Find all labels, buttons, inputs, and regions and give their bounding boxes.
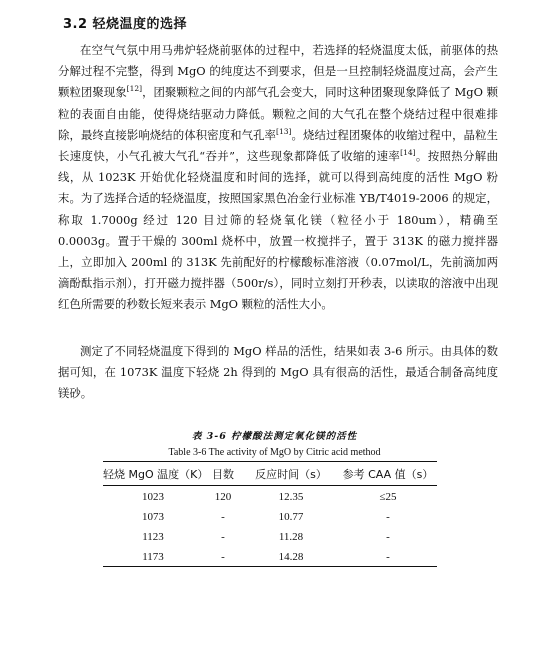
header-reaction-time: 反应时间（s） — [255, 468, 327, 481]
paragraph1-segment-3: 。烧结过程团聚体的收缩过程中，晶粒生长速度快，小气孔被大气孔“吞并”，这些现象都降低了收缩的速率 — [58, 127, 498, 164]
paragraph-activity-results: 测定了不同轻烧温度下得到的 MgO 样品的活性，结果如表 3-6 所示。由具体的数据可知，在 1073K 温度下轻烧 2h 得到的 MgO 具有很高的活性，最适合制备高纯度镁砂。 — [58, 344, 498, 401]
paragraph-light-burning-process — [58, 40, 498, 316]
citation-14: [14] — [400, 148, 416, 158]
table-row — [103, 507, 437, 527]
cell-reference-caa: - — [386, 511, 390, 523]
cell-reaction-time: 14.28 — [278, 551, 304, 563]
cell-mesh: - — [221, 531, 225, 543]
paragraph1-segment-1: 在空气气氛中用马弗炉轻烧前驱体的过程中，若选择的轻烧温度太低，前驱体的热分解过程不完整，得到 MgO 的纯度达不到要求，但是一旦控制轻烧温度过高，会产生颗粒团聚现象 — [58, 43, 498, 100]
cell-mesh: - — [221, 511, 225, 523]
activity-table — [103, 464, 437, 567]
table-header-row — [103, 464, 437, 484]
cell-temperature: 1173 — [142, 551, 164, 563]
citation-13: [13] — [276, 127, 292, 137]
paragraph1-segment-4: 。按照热分解曲线，从 1023K 开始优化轻烧温度和时间的选择，就可以得到高纯度的活性 MgO 粉末。为了选择合适的轻烧温度，按照国家黑色冶金行业标准 YB/T4019-2006 的规定，称取 1.7000g 经过 120 目过筛的轻烧氧化镁（粒径小于 180um），精确至 0.0003g。置于干燥的 300ml 烧杯中，放置一枚搅拌子，置于 313K 的磁力搅拌器上，立即加入 200ml 的 313K 先前配好的柠檬酸标准溶液（0.07mol/L，先前滴加两滴酚酞指示剂），打开磁力搅拌器（500r/s），同时立刻打开秒表，以读取的溶液中出现红色所需要的秒数长短来表示 MgO 颗粒的活性大小。 — [58, 149, 498, 312]
header-mesh: 目数 — [212, 468, 234, 481]
table-row — [103, 527, 437, 547]
cell-temperature: 1123 — [142, 531, 164, 543]
cell-reference-caa: - — [386, 531, 390, 543]
cell-temperature: 1023 — [142, 491, 164, 503]
paragraph1-segment-2: ，团聚颗粒之间的内部气孔会变大，同时这种团聚现象降低了 MgO 颗粒的表面自由能，使得烧结驱动力降低。颗粒之间的大气孔在整个烧结过程中很难排除，最终直接影响烧结的体积密度和气孔率 — [58, 85, 498, 142]
cell-reference-caa: ≤25 — [379, 491, 397, 503]
table-row — [103, 484, 437, 507]
cell-reaction-time: 11.28 — [278, 531, 304, 543]
citation-12: [12] — [126, 84, 143, 94]
header-temperature: 轻烧 MgO 温度（K） — [103, 468, 209, 481]
cell-reaction-time: 12.35 — [278, 491, 304, 503]
cell-mesh: - — [221, 551, 225, 563]
cell-mesh: 120 — [214, 491, 232, 503]
table-caption-english: Table 3-6 The activity of MgO by Citric acid method — [168, 447, 381, 458]
table-row — [103, 547, 437, 567]
cell-temperature: 1073 — [142, 511, 164, 523]
cell-reaction-time: 10.77 — [278, 511, 304, 523]
header-reference-caa: 参考 CAA 值（s） — [342, 468, 434, 481]
cell-reference-caa: - — [386, 551, 390, 563]
table-top-rule — [103, 461, 437, 462]
table-caption-chinese: 表 3-6 柠檬酸法测定氧化镁的活性 — [191, 431, 358, 442]
section-heading: 3.2 轻烧温度的选择 — [63, 17, 188, 32]
